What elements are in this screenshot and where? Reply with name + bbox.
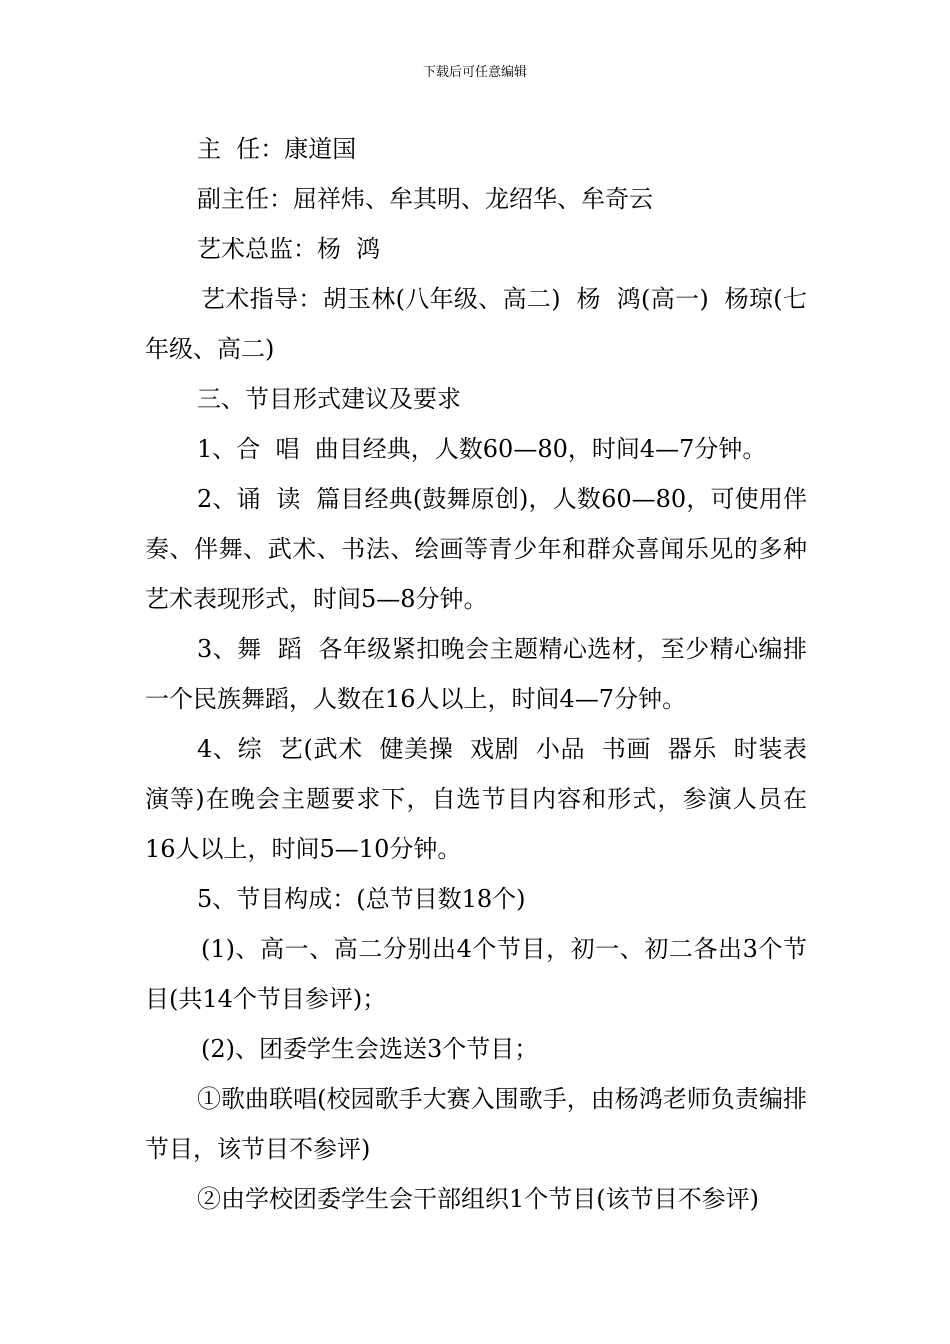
paragraph-dance: 3、舞 蹈 各年级紧扣晚会主题精心选材，至少精心编排一个民族舞蹈，人数在16人以上，时间4—7分钟。 [145, 635, 807, 713]
paragraph-recitation: 2、诵 读 篇目经典(鼓舞原创)，人数60—80，可使用伴奏、伴舞、武术、书法、绘画等青少年和群众喜闻乐见的多种艺术表现形式，时间5—8分钟。 [145, 485, 807, 613]
paragraph-art-director: 艺术总监：杨 鸿 [197, 235, 381, 263]
paragraph-variety: 4、综 艺(武术 健美操 戏剧 小品 书画 器乐 时装表演等)在晚会主题要求下，自选节目内容和形式，参演人员在16人以上，时间5—10分钟。 [145, 735, 807, 863]
document-body [145, 124, 807, 1224]
page-header: 下载后可任意编辑 [422, 65, 527, 80]
paragraph-league-cadre-program: ②由学校团委学生会干部组织1个节目(该节目不参评) [197, 1185, 759, 1213]
paragraph-grade-programs: (1)、高一、高二分别出4个节目，初一、初二各出3个节目(共14个节目参评)； [145, 935, 807, 1013]
paragraph-youth-league-programs: (2)、团委学生会选送3个节目； [201, 1035, 539, 1063]
paragraph-director: 主 任：康道国 [197, 135, 357, 163]
paragraph-art-guidance: 艺术指导：胡玉林(八年级、高二) 杨 鸿(高一) 杨琼(七年级、高二) [145, 285, 807, 363]
paragraph-chorus: 1、合 唱 曲目经典，人数60—80，时间4—7分钟。 [197, 435, 767, 463]
paragraph-song-medley: ①歌曲联唱(校园歌手大赛入围歌手，由杨鸿老师负责编排节目，该节目不参评) [145, 1085, 807, 1163]
paragraph-deputy-director: 副主任：屈祥炜、牟其明、龙绍华、牟奇云 [197, 185, 653, 213]
paragraph-program-composition: 5、节目构成：(总节目数18个) [197, 885, 526, 913]
section-heading-program-forms: 三、节目形式建议及要求 [197, 385, 461, 413]
